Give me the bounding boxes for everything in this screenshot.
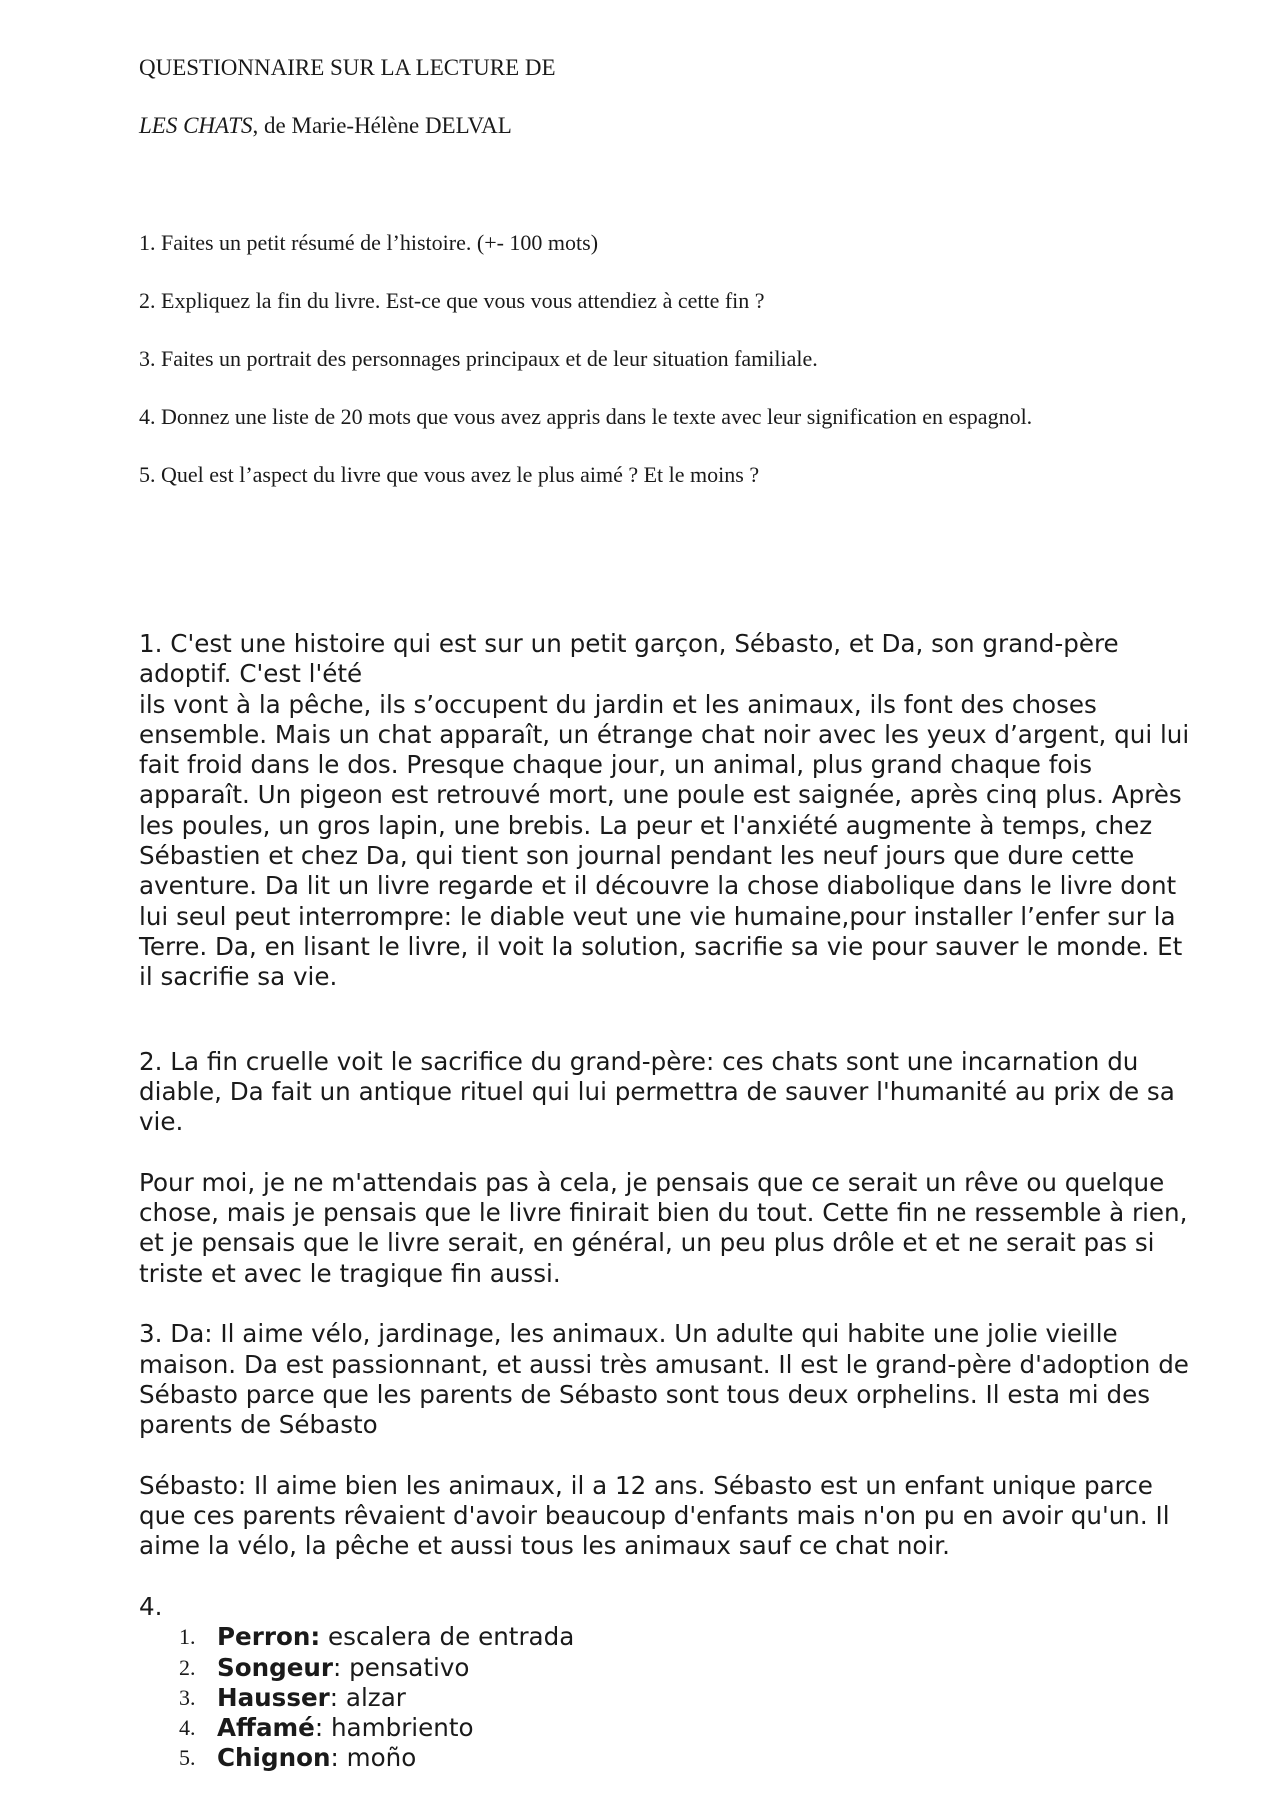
spacer	[139, 1562, 1190, 1592]
vocab-word: Songeur	[217, 1652, 334, 1682]
book-author: , de Marie-Hélène DELVAL	[252, 113, 512, 138]
vocab-number: 5.	[179, 1745, 196, 1771]
question-list	[139, 229, 1190, 519]
vocab-meaning: : hambriento	[314, 1713, 474, 1743]
vocab-meaning: : alzar	[329, 1682, 406, 1712]
vocab-word: Affamé	[217, 1713, 315, 1743]
question-5: 5. Quel est l’aspect du livre que vous avez le plus aimé ? Et le moins ?	[139, 462, 760, 487]
spacer	[139, 1289, 1190, 1319]
vocab-item	[139, 1653, 1190, 1683]
vocab-item	[139, 1622, 1190, 1652]
vocab-item	[139, 1683, 1190, 1713]
answer-2: 2. La fin cruelle voit le sacrifice du grand-père: ces chats sont une incarnation du diable, Da fait un antique rituel qui lui permettra de sauver l'humanité au prix de sa vie.	[139, 1046, 1175, 1137]
vocab-word: Perron:	[217, 1622, 321, 1652]
spacer	[139, 1137, 1190, 1167]
answer-4-label: 4.	[139, 1591, 163, 1621]
vocab-number: 1.	[179, 1624, 196, 1650]
vocab-number: 3.	[179, 1684, 196, 1710]
spacer	[139, 1440, 1190, 1470]
vocab-item	[139, 1743, 1190, 1773]
answer-2-opinion: Pour moi, je ne m'attendais pas à cela, je pensais que ce serait un rêve ou quelque chose, mais je pensais que le livre finirait bien du tout. Cette fin ne ressemble à rien, et je pensais que le livre serait, en général, un peu plus drôle et et ne serait pas si triste et avec le tragique fin aussi.	[139, 1167, 1188, 1288]
answer-3-da: 3. Da: Il aime vélo, jardinage, les animaux. Un adulte qui habite une jolie vieille maison. Da est passionnant, et aussi très amusant. Il est le grand-père d'adoption de Sébasto parce que les parents de Sébasto sont tous deux orphelins. Il esta mi des parents de Sébasto	[139, 1319, 1189, 1440]
vocab-number: 2.	[179, 1654, 196, 1680]
question-1: 1. Faites un petit résumé de l’histoire. (+- 100 mots)	[139, 230, 599, 255]
answer-3-sebasto: Sébasto: Il aime bien les animaux, il a 12 ans. Sébasto est un enfant unique parce que ces parents rêvaient d'avoir beaucoup d'enfants mais n'on pu en avoir qu'un. Il aime la vélo, la pêche et aussi tous les animaux sauf ce chat noir.	[139, 1470, 1170, 1561]
question-4: 4. Donnez une liste de 20 mots que vous avez appris dans le texte avec leur signification en espagnol.	[139, 404, 1033, 429]
question-3: 3. Faites un portrait des personnages principaux et de leur situation familiale.	[139, 346, 818, 371]
answers-section	[139, 629, 1190, 1774]
book-title: LES CHATS	[139, 113, 253, 138]
spacer	[139, 993, 1190, 1047]
questionnaire-title: QUESTIONNAIRE SUR LA LECTURE DE	[139, 55, 556, 80]
vocab-meaning: : moño	[330, 1743, 417, 1773]
vocab-meaning: escalera de entrada	[320, 1622, 575, 1652]
vocab-item	[139, 1713, 1190, 1743]
vocab-word: Hausser	[217, 1682, 330, 1712]
vocab-list	[139, 1622, 1190, 1773]
vocab-meaning: : pensativo	[333, 1652, 470, 1682]
answer-1-intro: 1. C'est une histoire qui est sur un petit garçon, Sébasto, et Da, son grand-père adoptif. C'est l'été	[139, 629, 1119, 689]
vocab-number: 4.	[179, 1715, 196, 1741]
answer-1-summary: ils vont à la pêche, ils s’occupent du jardin et les animaux, ils font des choses ensemble. Mais un chat apparaît, un étrange chat noir avec les yeux d’argent, qui lui fait froid dans le dos. Presque chaque jour, un animal, plus grand chaque fois apparaît. Un pigeon est retrouvé mort, une poule est saignée, après cinq plus. Après les poules, un gros lapin, une brebis. La peur et l'anxiété augmente à temps, chez Sébastien et chez Da, qui tient son journal pendant les neuf jours que dure cette aventure. Da lit un livre regarde et il découvre la chose diabolique dans le livre dont lui seul peut interrompre: le diable veut une vie humaine,pour installer l’enfer sur la Terre. Da, en lisant le livre, il voit la solution, sacrifie sa vie pour sauver le monde. Et il sacrifie sa vie.	[139, 689, 1190, 992]
vocab-word: Chignon	[217, 1743, 331, 1773]
book-title-line	[139, 112, 512, 140]
question-2: 2. Expliquez la fin du livre. Est-ce que vous vous attendiez à cette fin ?	[139, 288, 765, 313]
